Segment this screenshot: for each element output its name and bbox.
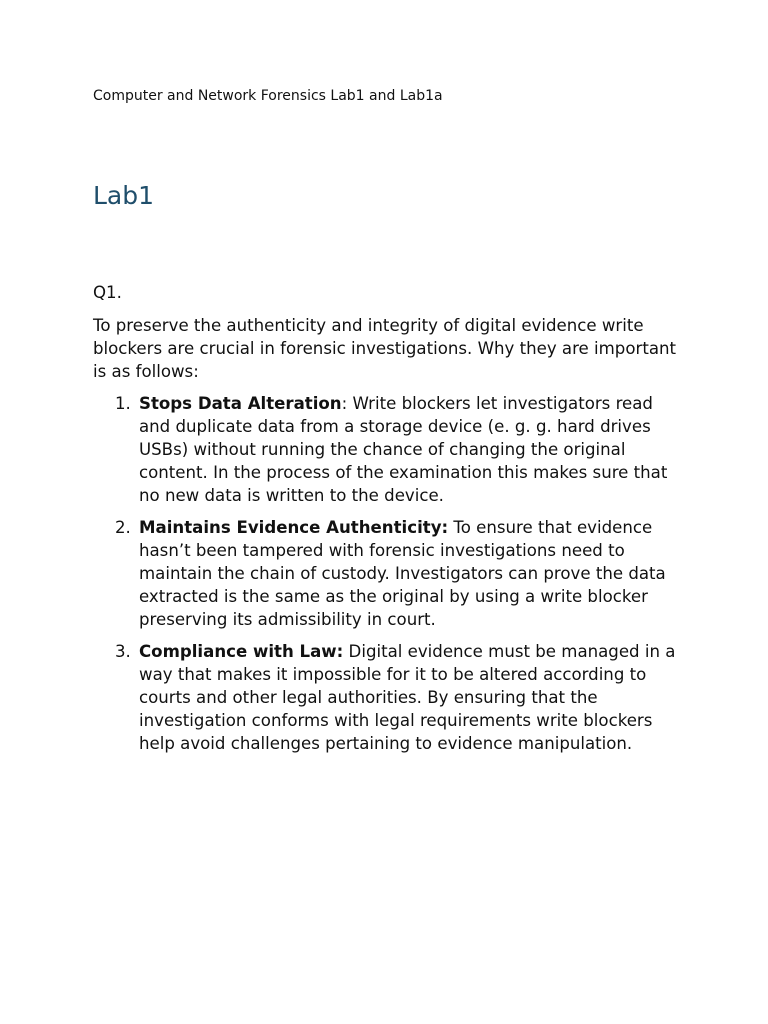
list-item: [93, 516, 683, 631]
list-number: 2.: [115, 518, 131, 537]
list-number: 3.: [115, 642, 131, 661]
list-item-term: Maintains Evidence Authenticity:: [139, 518, 449, 537]
list-item-term: Stops Data Alteration: [139, 394, 342, 413]
list-item-text: To ensure that evidence hasn’t been tampered with forensic investigations need to maintain the chain of custody. Investigators can prove the data extracted is the same as the original by using a write blocker preserving its admissibility in court.: [139, 518, 666, 629]
question-label: Q1.: [93, 283, 122, 302]
list-item: [93, 640, 683, 755]
list-number: 1.: [115, 394, 131, 413]
document-header: Computer and Network Forensics Lab1 and Lab1a: [93, 88, 443, 104]
list-item: [93, 392, 683, 507]
intro-paragraph: To preserve the authenticity and integrity of digital evidence write blockers are crucial in forensic investigations. Why they are important is as follows:: [93, 316, 677, 381]
list-item-term: Compliance with Law:: [139, 642, 344, 661]
document-body: [93, 281, 683, 764]
list-item-text: Digital evidence must be managed in a way that makes it impossible for it to be altered according to courts and other legal authorities. By ensuring that the investigation conforms with legal requirements write blockers help avoid challenges pertaining to evidence manipulation.: [139, 642, 676, 753]
numbered-list: [93, 392, 683, 755]
lab-heading: Lab1: [93, 181, 155, 210]
list-item-text: : Write blockers let investigators read and duplicate data from a storage device (e. g. g. hard drives USBs) without running the chance of changing the original content. In the process of the examination this makes sure that no new data is written to the device.: [139, 394, 668, 505]
